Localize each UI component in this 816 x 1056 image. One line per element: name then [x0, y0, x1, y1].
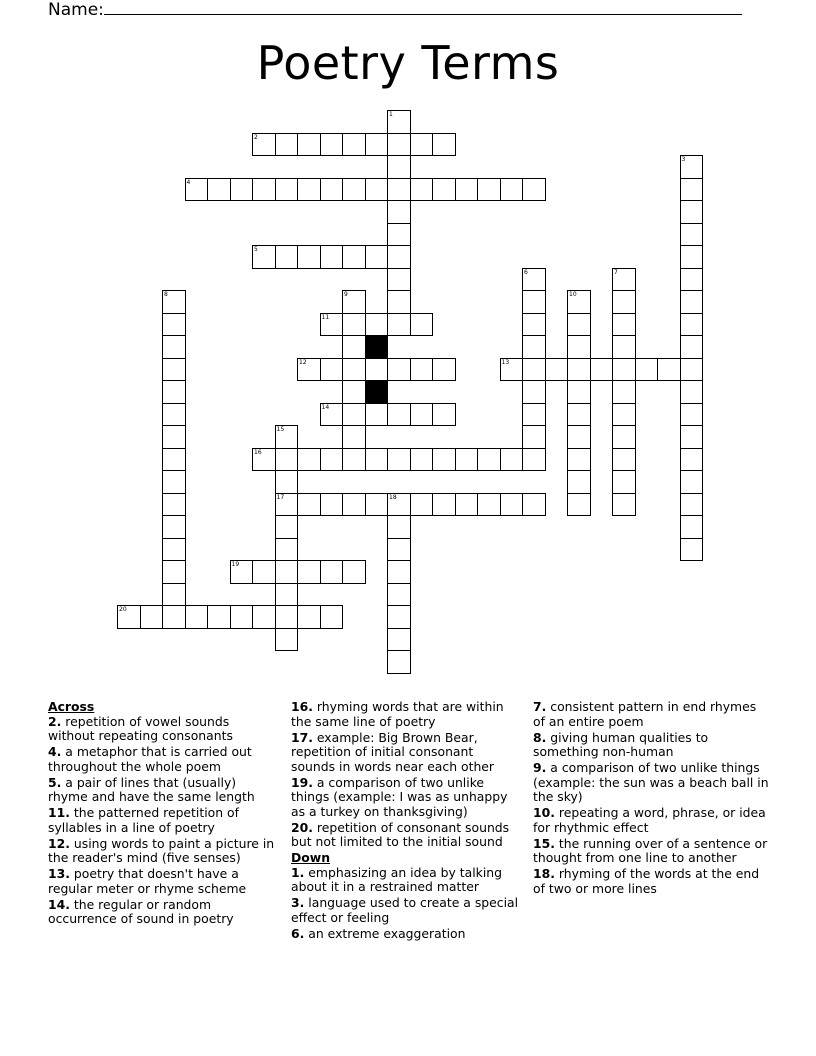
clue-item-number: 18.: [533, 866, 555, 881]
clue-item-number: 5.: [48, 774, 62, 790]
clue-item: [48, 715, 276, 744]
clue-number: 4: [186, 178, 191, 186]
clue-item: [291, 821, 519, 850]
crossword-cell[interactable]: [612, 470, 636, 494]
clue-item-text: poetry that doesn't have a regular meter or rhyme scheme: [48, 866, 247, 896]
clue-item-number: 11.: [48, 805, 70, 820]
crossword-cell[interactable]: [522, 425, 546, 449]
crossword-cell[interactable]: [297, 358, 321, 382]
crossword-cell[interactable]: [500, 448, 524, 472]
crossword-cell[interactable]: [680, 493, 704, 517]
crossword-cell[interactable]: [477, 178, 501, 202]
crossword-cell[interactable]: [387, 358, 411, 382]
crossword-cell[interactable]: [522, 380, 546, 404]
crossword-cell[interactable]: [680, 403, 704, 427]
crossword-cell[interactable]: [162, 313, 186, 337]
clue-number: 15: [276, 426, 285, 433]
crossword-cell[interactable]: [432, 448, 456, 472]
crossword-cell[interactable]: [612, 358, 636, 382]
crossword-cell[interactable]: [612, 425, 636, 449]
crossword-cell[interactable]: [185, 605, 209, 629]
clues-column-1: [48, 700, 276, 928]
crossword-cell[interactable]: [477, 493, 501, 517]
crossword-cell[interactable]: [455, 178, 479, 202]
crossword-cell[interactable]: [365, 358, 389, 382]
crossword-cell[interactable]: [342, 133, 366, 157]
crossword-cell[interactable]: [320, 178, 344, 202]
down-clue-list-cont: [533, 700, 769, 896]
crossword-cell[interactable]: [432, 178, 456, 202]
clue-item-number: 19.: [291, 774, 313, 790]
crossword-cell[interactable]: [567, 493, 591, 517]
crossword-cell[interactable]: [612, 268, 636, 292]
clue-item-number: 14.: [48, 896, 70, 912]
crossword-cell[interactable]: [275, 245, 299, 269]
clue-item-number: 3.: [291, 895, 305, 910]
clue-item-text: repetition of consonant sounds but not limited to the initial sound: [291, 819, 510, 849]
crossword-cell[interactable]: [320, 313, 344, 337]
crossword-cell[interactable]: [162, 493, 186, 517]
crossword-cell[interactable]: [252, 178, 276, 202]
crossword-cell[interactable]: [320, 448, 344, 472]
clue-item: [48, 867, 276, 896]
crossword-cell[interactable]: [230, 178, 254, 202]
crossword-cell[interactable]: [387, 515, 411, 539]
crossword-cell[interactable]: [387, 245, 411, 269]
crossword-cell[interactable]: [320, 245, 344, 269]
clue-number: 14: [321, 403, 330, 411]
crossword-cell[interactable]: [207, 178, 231, 202]
crossword-cell[interactable]: [230, 605, 254, 629]
crossword-cell[interactable]: [365, 133, 389, 157]
clue-number: 6: [524, 268, 528, 276]
clue-item-number: 1.: [291, 864, 305, 880]
crossword-cell[interactable]: [365, 493, 389, 517]
clue-item-text: the patterned repetition of syllables in a line of poetry: [48, 805, 239, 835]
crossword-cell[interactable]: [365, 245, 389, 269]
crossword-cell[interactable]: [680, 448, 704, 472]
crossword-cell[interactable]: [522, 403, 546, 427]
crossword-cell[interactable]: [275, 560, 299, 584]
crossword-cell[interactable]: [657, 358, 681, 382]
crossword-cell[interactable]: [680, 268, 704, 292]
down-header: Down: [291, 850, 331, 865]
clue-item: [291, 896, 519, 925]
crossword-cell[interactable]: [365, 178, 389, 202]
crossword-cell[interactable]: [680, 155, 704, 179]
clue-number: 16: [254, 448, 262, 456]
clue-item-number: 16.: [291, 699, 313, 714]
clue-item-text: rhyming words that are within the same line of poetry: [291, 699, 504, 729]
crossword-cell[interactable]: [680, 470, 704, 494]
crossword-cell[interactable]: [387, 583, 411, 607]
crossword-cell[interactable]: [567, 290, 591, 314]
clue-item: [291, 731, 519, 775]
crossword-cell[interactable]: [387, 560, 411, 584]
crossword-cell[interactable]: [680, 178, 704, 202]
crossword-cell[interactable]: [410, 403, 434, 427]
crossword-cell[interactable]: [567, 448, 591, 472]
crossword-cell[interactable]: [275, 605, 299, 629]
clue-item: [291, 866, 519, 895]
crossword-cell[interactable]: [275, 493, 299, 517]
crossword-cell[interactable]: [410, 448, 434, 472]
crossword-cell[interactable]: [162, 425, 186, 449]
clue-item-text: the running over of a sentence or thought from one line to another: [533, 835, 768, 865]
crossword-cell[interactable]: [252, 605, 276, 629]
crossword-cell[interactable]: [680, 200, 704, 224]
crossword-cell[interactable]: [162, 448, 186, 472]
crossword-cell[interactable]: [342, 560, 366, 584]
crossword-cell[interactable]: [387, 650, 411, 674]
clue-item-text: rhyming of the words at the end of two or more lines: [533, 866, 760, 896]
crossword-cell[interactable]: [162, 515, 186, 539]
clues-column-2: [291, 700, 519, 943]
across-clue-list: [48, 715, 276, 927]
crossword-cell[interactable]: [275, 515, 299, 539]
clue-item: [533, 806, 769, 835]
crossword-cell[interactable]: [140, 605, 164, 629]
crossword-cell[interactable]: [275, 178, 299, 202]
crossword-cell[interactable]: [680, 425, 704, 449]
clue-item-number: 4.: [48, 744, 62, 759]
clue-item: [533, 837, 769, 866]
crossword-cell[interactable]: [342, 403, 366, 427]
clue-number: 7: [614, 268, 618, 276]
clue-number: 17: [276, 493, 285, 501]
crossword-cell[interactable]: [342, 493, 366, 517]
crossword-cell[interactable]: [387, 110, 411, 134]
crossword-cell[interactable]: [297, 560, 321, 584]
clue-number: 11: [321, 313, 330, 321]
crossword-cell[interactable]: [342, 313, 366, 337]
crossword-cell[interactable]: [612, 290, 636, 314]
clue-item: [533, 761, 769, 805]
clue-item: [291, 776, 519, 820]
crossword-cell[interactable]: [162, 583, 186, 607]
clue-item-text: the regular or random occurrence of sound in poetry: [48, 896, 234, 926]
crossword-cell[interactable]: [162, 290, 186, 314]
clue-item-number: 12.: [48, 835, 70, 851]
clue-number: 5: [254, 246, 258, 253]
crossword-cell[interactable]: [410, 358, 434, 382]
clue-number: 3: [681, 156, 686, 163]
crossword-cell[interactable]: [432, 358, 456, 382]
crossword-cell[interactable]: [342, 448, 366, 472]
crossword-cell[interactable]: [387, 605, 411, 629]
crossword-cell[interactable]: [680, 245, 704, 269]
crossword-cell[interactable]: [567, 425, 591, 449]
crossword-cell[interactable]: [410, 313, 434, 337]
page-title: Poetry Terms: [256, 36, 560, 90]
clue-item: [533, 731, 769, 760]
crossword-cell[interactable]: [680, 313, 704, 337]
crossword-cell[interactable]: [162, 560, 186, 584]
crossword-cell[interactable]: [387, 200, 411, 224]
clue-item-text: repetition of vowel sounds without repeating consonants: [48, 713, 233, 743]
crossword-cell[interactable]: [387, 133, 411, 157]
crossword-cell[interactable]: [522, 290, 546, 314]
crossword-cell[interactable]: [590, 358, 614, 382]
crossword-cell[interactable]: [342, 290, 366, 314]
clue-item-number: 7.: [533, 699, 547, 714]
clue-number: 12: [299, 358, 307, 366]
crossword-cell[interactable]: [567, 358, 591, 382]
crossword-cell[interactable]: [387, 628, 411, 652]
crossword-cell[interactable]: [342, 335, 366, 359]
crossword-cell[interactable]: [297, 133, 321, 157]
crossword-cell[interactable]: [342, 425, 366, 449]
crossword-cell[interactable]: [500, 358, 524, 382]
crossword-cell[interactable]: [567, 313, 591, 337]
crossword-cell[interactable]: [567, 335, 591, 359]
clue-number: 19: [231, 561, 240, 568]
crossword-cell[interactable]: [387, 268, 411, 292]
clue-number: 2: [254, 133, 258, 141]
crossword-cell[interactable]: [387, 538, 411, 562]
crossword-cell[interactable]: [252, 245, 276, 269]
crossword-cell[interactable]: [320, 493, 344, 517]
crossword-cell[interactable]: [387, 155, 411, 179]
crossword-cell[interactable]: [612, 335, 636, 359]
crossword-cell[interactable]: [252, 560, 276, 584]
crossword-cell[interactable]: [185, 178, 209, 202]
clue-item-text: giving human qualities to something non-human: [533, 729, 709, 759]
crossword-cell[interactable]: [567, 380, 591, 404]
crossword-cell[interactable]: [387, 223, 411, 247]
clue-item-text: repeating a word, phrase, or idea for rhythmic effect: [533, 805, 766, 835]
crossword-cell[interactable]: [275, 448, 299, 472]
crossword-cell[interactable]: [680, 538, 704, 562]
crossword-cell[interactable]: [522, 268, 546, 292]
clue-number: 13: [501, 358, 510, 366]
clue-number: 9: [344, 291, 348, 298]
crossword-cell[interactable]: [342, 358, 366, 382]
crossword-cell[interactable]: [387, 290, 411, 314]
across-clue-list-cont: [291, 700, 519, 850]
clue-item-number: 15.: [533, 835, 555, 851]
clue-number: 18: [389, 493, 397, 501]
crossword-cell[interactable]: [342, 245, 366, 269]
crossword-cell[interactable]: [162, 335, 186, 359]
clue-item: [291, 700, 519, 729]
crossword-cell[interactable]: [410, 178, 434, 202]
crossword-cell[interactable]: [275, 425, 299, 449]
clue-item-number: 17.: [291, 729, 313, 745]
clue-item: [533, 700, 769, 729]
crossword-cell[interactable]: [252, 133, 276, 157]
clue-item-text: a pair of lines that (usually) rhyme and have the same length: [48, 774, 255, 804]
clues-column-3: [533, 700, 769, 898]
crossword-cell[interactable]: [680, 290, 704, 314]
crossword-cell[interactable]: [410, 133, 434, 157]
crossword-cell[interactable]: [432, 133, 456, 157]
clue-item: [533, 867, 769, 896]
crossword-cell[interactable]: [365, 448, 389, 472]
crossword-cell[interactable]: [252, 448, 276, 472]
clue-number: 20: [119, 606, 127, 613]
crossword-cell[interactable]: [162, 538, 186, 562]
crossword-cell[interactable]: [320, 605, 344, 629]
crossword-cell[interactable]: [342, 178, 366, 202]
crossword-cell[interactable]: [207, 605, 231, 629]
crossword-cell[interactable]: [162, 358, 186, 382]
crossword-cell[interactable]: [612, 380, 636, 404]
crossword-cell[interactable]: [387, 448, 411, 472]
across-header: Across: [48, 699, 95, 714]
crossword-cell[interactable]: [500, 178, 524, 202]
clue-item: [48, 898, 276, 927]
clue-item: [291, 927, 519, 942]
clue-item-text: a metaphor that is carried out throughout the whole poem: [48, 744, 252, 774]
clue-item-text: an extreme exaggeration: [304, 925, 466, 941]
crossword-cell[interactable]: [567, 403, 591, 427]
crossword-cell[interactable]: [455, 448, 479, 472]
crossword-cell[interactable]: [365, 313, 389, 337]
crossword-cell[interactable]: [297, 605, 321, 629]
crossword-cell[interactable]: [387, 313, 411, 337]
crossword-cell[interactable]: [680, 335, 704, 359]
name-label: Name:: [48, 0, 104, 20]
clue-item-number: 10.: [533, 805, 555, 820]
clue-item: [48, 806, 276, 835]
crossword-cell[interactable]: [320, 358, 344, 382]
down-clue-list: [291, 866, 519, 942]
crossword-cell[interactable]: [387, 403, 411, 427]
crossword-cell[interactable]: [275, 628, 299, 652]
crossword-cell[interactable]: [680, 380, 704, 404]
crossword-cell[interactable]: [522, 178, 546, 202]
crossword-cell[interactable]: [612, 313, 636, 337]
clue-number: 10: [569, 291, 577, 298]
clue-item-text: language used to create a special effect or feeling: [291, 895, 519, 925]
crossword-cell[interactable]: [320, 560, 344, 584]
crossword-cell[interactable]: [297, 245, 321, 269]
crossword-cell[interactable]: [162, 403, 186, 427]
clue-item-number: 20.: [291, 819, 313, 835]
clue-item: [48, 837, 276, 866]
crossword-cell[interactable]: [522, 358, 546, 382]
clue-number: 1: [389, 111, 393, 118]
crossword-cell[interactable]: [275, 133, 299, 157]
crossword-cell[interactable]: [297, 178, 321, 202]
crossword-cell[interactable]: [432, 493, 456, 517]
crossword-cell[interactable]: [680, 358, 704, 382]
crossword-cell[interactable]: [545, 358, 569, 382]
clue-item-number: 13.: [48, 866, 70, 881]
clue-item: [48, 745, 276, 774]
crossword-cell[interactable]: [365, 403, 389, 427]
crossword-cell[interactable]: [162, 605, 186, 629]
crossword-cell[interactable]: [320, 403, 344, 427]
crossword-cell[interactable]: [680, 515, 704, 539]
crossword-cell[interactable]: [567, 470, 591, 494]
crossword-cell[interactable]: [522, 335, 546, 359]
crossword-cell[interactable]: [320, 133, 344, 157]
crossword-cell[interactable]: [410, 493, 434, 517]
crossword-cell[interactable]: [500, 493, 524, 517]
clue-item: [48, 776, 276, 805]
crossword-cell[interactable]: [230, 560, 254, 584]
clue-item-text: emphasizing an idea by talking about it in a restrained matter: [291, 864, 503, 894]
crossword-cell[interactable]: [162, 470, 186, 494]
crossword-cell[interactable]: [455, 493, 479, 517]
clue-item-text: a comparison of two unlike things (example: I was as unhappy as a turkey on thanksgiving): [291, 774, 508, 819]
clue-item-text: consistent pattern in end rhymes of an entire poem: [533, 699, 757, 729]
crossword-cell[interactable]: [275, 583, 299, 607]
crossword-cell[interactable]: [275, 470, 299, 494]
crossword-cell[interactable]: [635, 358, 659, 382]
clue-item-text: a comparison of two unlike things (example: the sun was a beach ball in the sky): [533, 760, 769, 804]
crossword-cell[interactable]: [522, 448, 546, 472]
clue-item-number: 6.: [291, 925, 305, 941]
crossword-cell[interactable]: [612, 448, 636, 472]
crossword-cell[interactable]: [477, 448, 501, 472]
crossword-cell[interactable]: [162, 380, 186, 404]
crossword-cell[interactable]: [522, 313, 546, 337]
crossword-cell[interactable]: [680, 223, 704, 247]
crossword-cell[interactable]: [297, 448, 321, 472]
crossword-cell[interactable]: [432, 403, 456, 427]
crossword-cell[interactable]: [522, 493, 546, 517]
crossword-cell[interactable]: [387, 178, 411, 202]
crossword-cell[interactable]: [117, 605, 141, 629]
crossword-cell[interactable]: [297, 493, 321, 517]
clue-item-text: example: Big Brown Bear, repetition of initial consonant sounds in words near each other: [291, 729, 495, 774]
crossword-cell[interactable]: [387, 493, 411, 517]
crossword-black-cell: [365, 335, 389, 359]
crossword-black-cell: [365, 380, 389, 404]
crossword-cell[interactable]: [275, 538, 299, 562]
clue-item-text: using words to paint a picture in the reader's mind (five senses): [48, 835, 275, 865]
crossword-cell[interactable]: [612, 403, 636, 427]
crossword-cell[interactable]: [612, 493, 636, 517]
crossword-cell[interactable]: [342, 380, 366, 404]
clue-item-number: 8.: [533, 729, 547, 745]
clue-item-number: 2.: [48, 713, 62, 729]
clue-item-number: 9.: [533, 760, 547, 775]
clue-number: 8: [164, 291, 168, 298]
